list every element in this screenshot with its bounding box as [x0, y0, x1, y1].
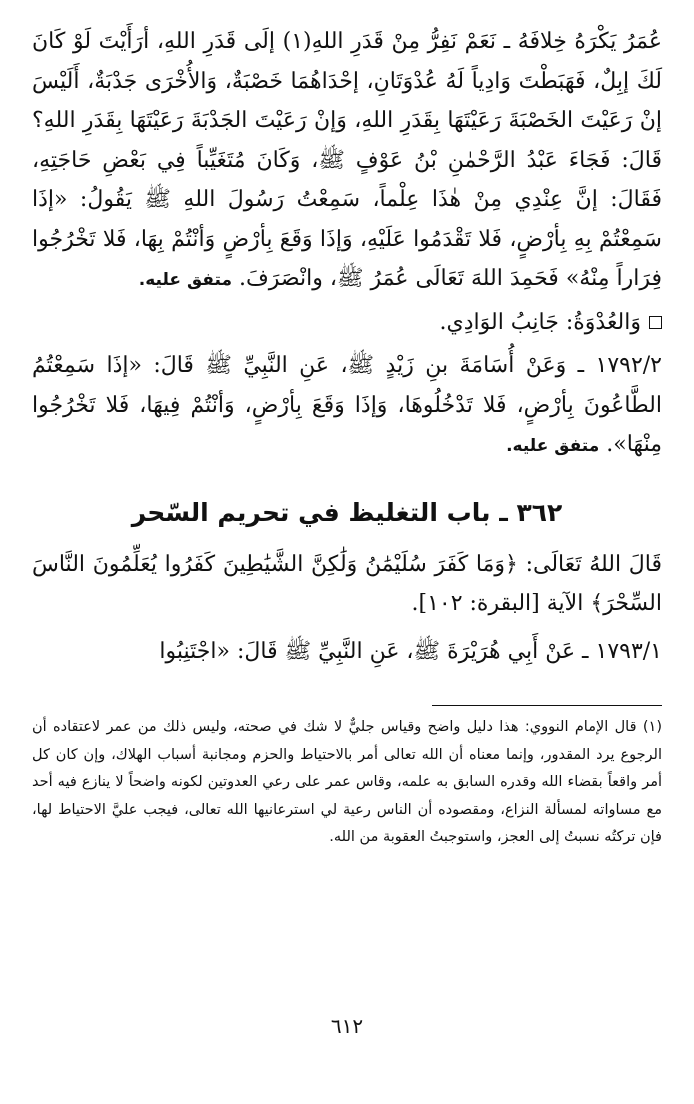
word-explanation — [32, 303, 662, 343]
hadith-1791-continuation — [32, 22, 662, 301]
chapter-heading: ٣٦٢ ـ باب التغليظ في تحريم السّحر — [131, 497, 563, 527]
word-explanation-text: وَالعُدْوَةُ: جَانِبُ الوَادِي. — [439, 309, 641, 335]
hadith-1791-text: عُمَرُ يَكْرَهُ خِلافَهُ ـ نَعَمْ نَفِرُّ مِنْ قَدَرِ اللهِ(١) إلَى قَدَرِ اللهِ، أرَأَيْتَ لَوْ كَانَ لَكَ إبِلٌ، فَهَبَطْتَ وَادِياً لَهُ عُدْوَتَانِ، إحْدَاهُمَا خَصْبَةٌ، وَالأُخْرَى جَدْبَةٌ، أَلَيْسَ إنْ رَعَيْتَ الخَصْبَةَ رَعَيْتَهَا بِقَدَرِ اللهِ، وَإنْ رَعَيْتَ الجَدْبَةَ رَعَيْتَهَا بِقَدَرِ اللهِ؟ قَالَ: فَجَاءَ عَبْدُ الرَّحْمٰنِ بْنُ عَوْفٍ ﷺ، وَكَانَ مُتَغَيِّباً فِي بَعْضِ حَاجَتِهِ، فَقَالَ: إنَّ عِنْدِي مِنْ هٰذَا عِلْماً، سَمِعْتُ رَسُولَ اللهِ ﷺ يَقُولُ: «إذَا سَمِعْتُمْ بِهِ بِأرْضٍ، فَلا تَقْدَمُوا عَلَيْهِ، وَإذَا وَقَعَ بِأرْضٍ وَأنْتُمْ بِهَا، فَلا تَخْرُجُوا فِرَاراً مِنْهُ» فَحَمِدَ اللهَ تَعَالَى عُمَرُ ﷺ، وانْصَرَفَ. — [32, 29, 662, 291]
footnote-separator — [432, 705, 662, 706]
hadith-1792-text: ١٧٩٢/٢ ـ وَعَنْ أُسَامَةَ بنِ زَيْدٍ ﷺ، عَنِ النَّبِيِّ ﷺ قَالَ: «إذَا سَمِعْتُمُ الطَّاعُونَ بِأرْضٍ، فَلا تَدْخُلُوهَا، وَإذَا وَقَعَ بِأرْضٍ، وَأنْتُمْ فِيهَا، فَلا تَخْرُجُوا مِنْهَا». — [32, 353, 663, 457]
hadith-1791-source: متفق عليه. — [138, 270, 232, 290]
square-bullet-icon — [649, 316, 662, 329]
hadith-1792 — [32, 346, 662, 467]
hadith-1793: ١٧٩٣/١ ـ عَنْ أَبِي هُرَيْرَةَ ﷺ، عَنِ النَّبِيِّ ﷺ قَالَ: «اجْتَنِبُوا — [159, 638, 662, 664]
page-number: ٦١٢ — [330, 1014, 364, 1038]
footnote: (١) قال الإمام النووي: هذا دليل واضح وقياس جليٌّ لا شك في صحته، وليس ذلك من عمر لاعتقاده أن الرجوع يرد المقدور، وإنما معناه أن الله تعالى أمر بالاحتياط والحزم ومجانبة أسباب الهلاك، وإن كان كل أمر واقعاً بقضاء الله وقدره السابق به علمه، وقاس عمر على رعي العدوتين لكونه واضحاً لا ينازع فيه أحد مع مساواته لمسألة النزاع، ومقصوده أن الناس رعية لي استرعانيها الله تعالى، فيجب عليَّ الاحتياط لها، فإن تركتُه نسبتُ إلى العجز، واستوجبتُ العقوبة من الله. — [32, 719, 662, 845]
quran-verse: قَالَ اللهُ تَعَالَى: ﴿وَمَا كَفَرَ سُلَيْمَٰنُ وَلَٰكِنَّ الشَّيَٰطِينَ كَفَرُوا يُعَلِّمُونَ النَّاسَ السِّحْرَ﴾ الآية [البقرة: ١٠٢]. — [32, 551, 662, 616]
hadith-1792-source: متفق عليه. — [506, 436, 600, 456]
document-page — [32, 22, 662, 1104]
